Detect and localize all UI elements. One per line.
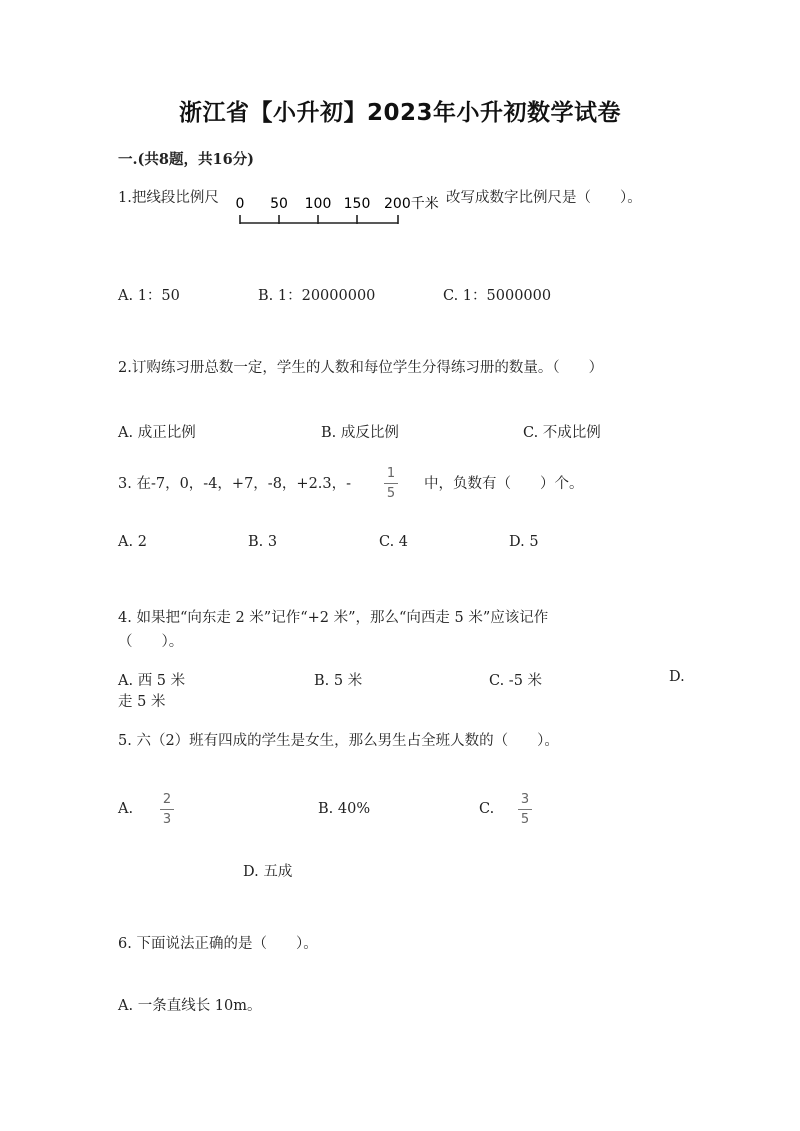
question-3-text-cont: 中，负数有（ ）个。 (424, 476, 584, 492)
scale-tick-label: 150 (343, 196, 371, 212)
question-3-text: 3. 在-7，0，-4，+7，-8，+2.3，- (118, 476, 352, 492)
question-1-text: 1.把线段比例尺 (118, 190, 219, 206)
fraction-one-fifth (384, 467, 398, 500)
question-1-text-cont: 改写成数字比例尺是（ ）。 (446, 190, 642, 206)
q5-option-a-label[interactable]: A. (118, 801, 134, 817)
q3-option-a[interactable]: A. 2 (118, 534, 147, 550)
fraction-three-fifths[interactable] (518, 793, 532, 826)
q5-option-d[interactable]: D. 五成 (243, 864, 293, 880)
fraction-denominator: 3 (162, 812, 172, 827)
q4-option-c[interactable]: C. -5 米 (489, 673, 543, 689)
scale-tick-label: 50 (270, 196, 288, 212)
q3-option-d[interactable]: D. 5 (509, 534, 539, 550)
fraction-bar (384, 483, 398, 484)
q1-option-c[interactable]: C. 1：5000000 (443, 288, 552, 304)
question-6-text: 6. 下面说法正确的是（ ）。 (118, 936, 318, 952)
scale-tick-label: 200千米 (384, 196, 439, 212)
fraction-numerator: 1 (386, 466, 396, 481)
fraction-bar (518, 809, 532, 810)
page-title: 浙江省【小升初】2023年小升初数学试卷 (178, 100, 621, 126)
question-4-text: 4. 如果把“向东走 2 米”记作“+2 米”，那么“向西走 5 米”应该记作 (118, 610, 549, 626)
q1-option-a[interactable]: A. 1：50 (118, 288, 180, 304)
fraction-numerator: 3 (520, 792, 530, 807)
fraction-denominator: 5 (520, 812, 530, 827)
q5-option-c-label[interactable]: C. (479, 801, 495, 817)
q2-option-b[interactable]: B. 成反比例 (321, 425, 399, 441)
q3-option-c[interactable]: C. 4 (379, 534, 409, 550)
question-4-text-line2: （ ）。 (118, 634, 184, 650)
q4-option-b[interactable]: B. 5 米 (314, 673, 363, 689)
question-2-text: 2.订购练习册总数一定，学生的人数和每位学生分得练习册的数量。（ ） (118, 360, 604, 376)
fraction-denominator: 5 (386, 486, 396, 501)
q4-option-d[interactable]: D. (669, 669, 685, 685)
q6-option-a[interactable]: A. 一条直线长 10m。 (118, 998, 262, 1014)
fraction-two-thirds[interactable] (160, 793, 174, 826)
q2-option-c[interactable]: C. 不成比例 (523, 425, 601, 441)
q4-option-a[interactable]: A. 西 5 米 (118, 673, 186, 689)
q1-option-b[interactable]: B. 1：20000000 (258, 288, 376, 304)
question-5-text: 5. 六（2）班有四成的学生是女生，那么男生占全班人数的（ ）。 (118, 733, 559, 749)
scale-tick-label: 100 (304, 196, 332, 212)
fraction-bar (160, 809, 174, 810)
q5-option-b[interactable]: B. 40% (318, 801, 371, 817)
q3-option-b[interactable]: B. 3 (248, 534, 278, 550)
q2-option-a[interactable]: A. 成正比例 (118, 425, 196, 441)
section-heading: 一.(共8题，共16分) (118, 151, 255, 168)
q4-option-d-cont[interactable]: 走 5 米 (118, 694, 166, 710)
fraction-numerator: 2 (162, 792, 172, 807)
scale-tick-label: 0 (235, 196, 245, 212)
scale-bar-image (234, 192, 444, 228)
